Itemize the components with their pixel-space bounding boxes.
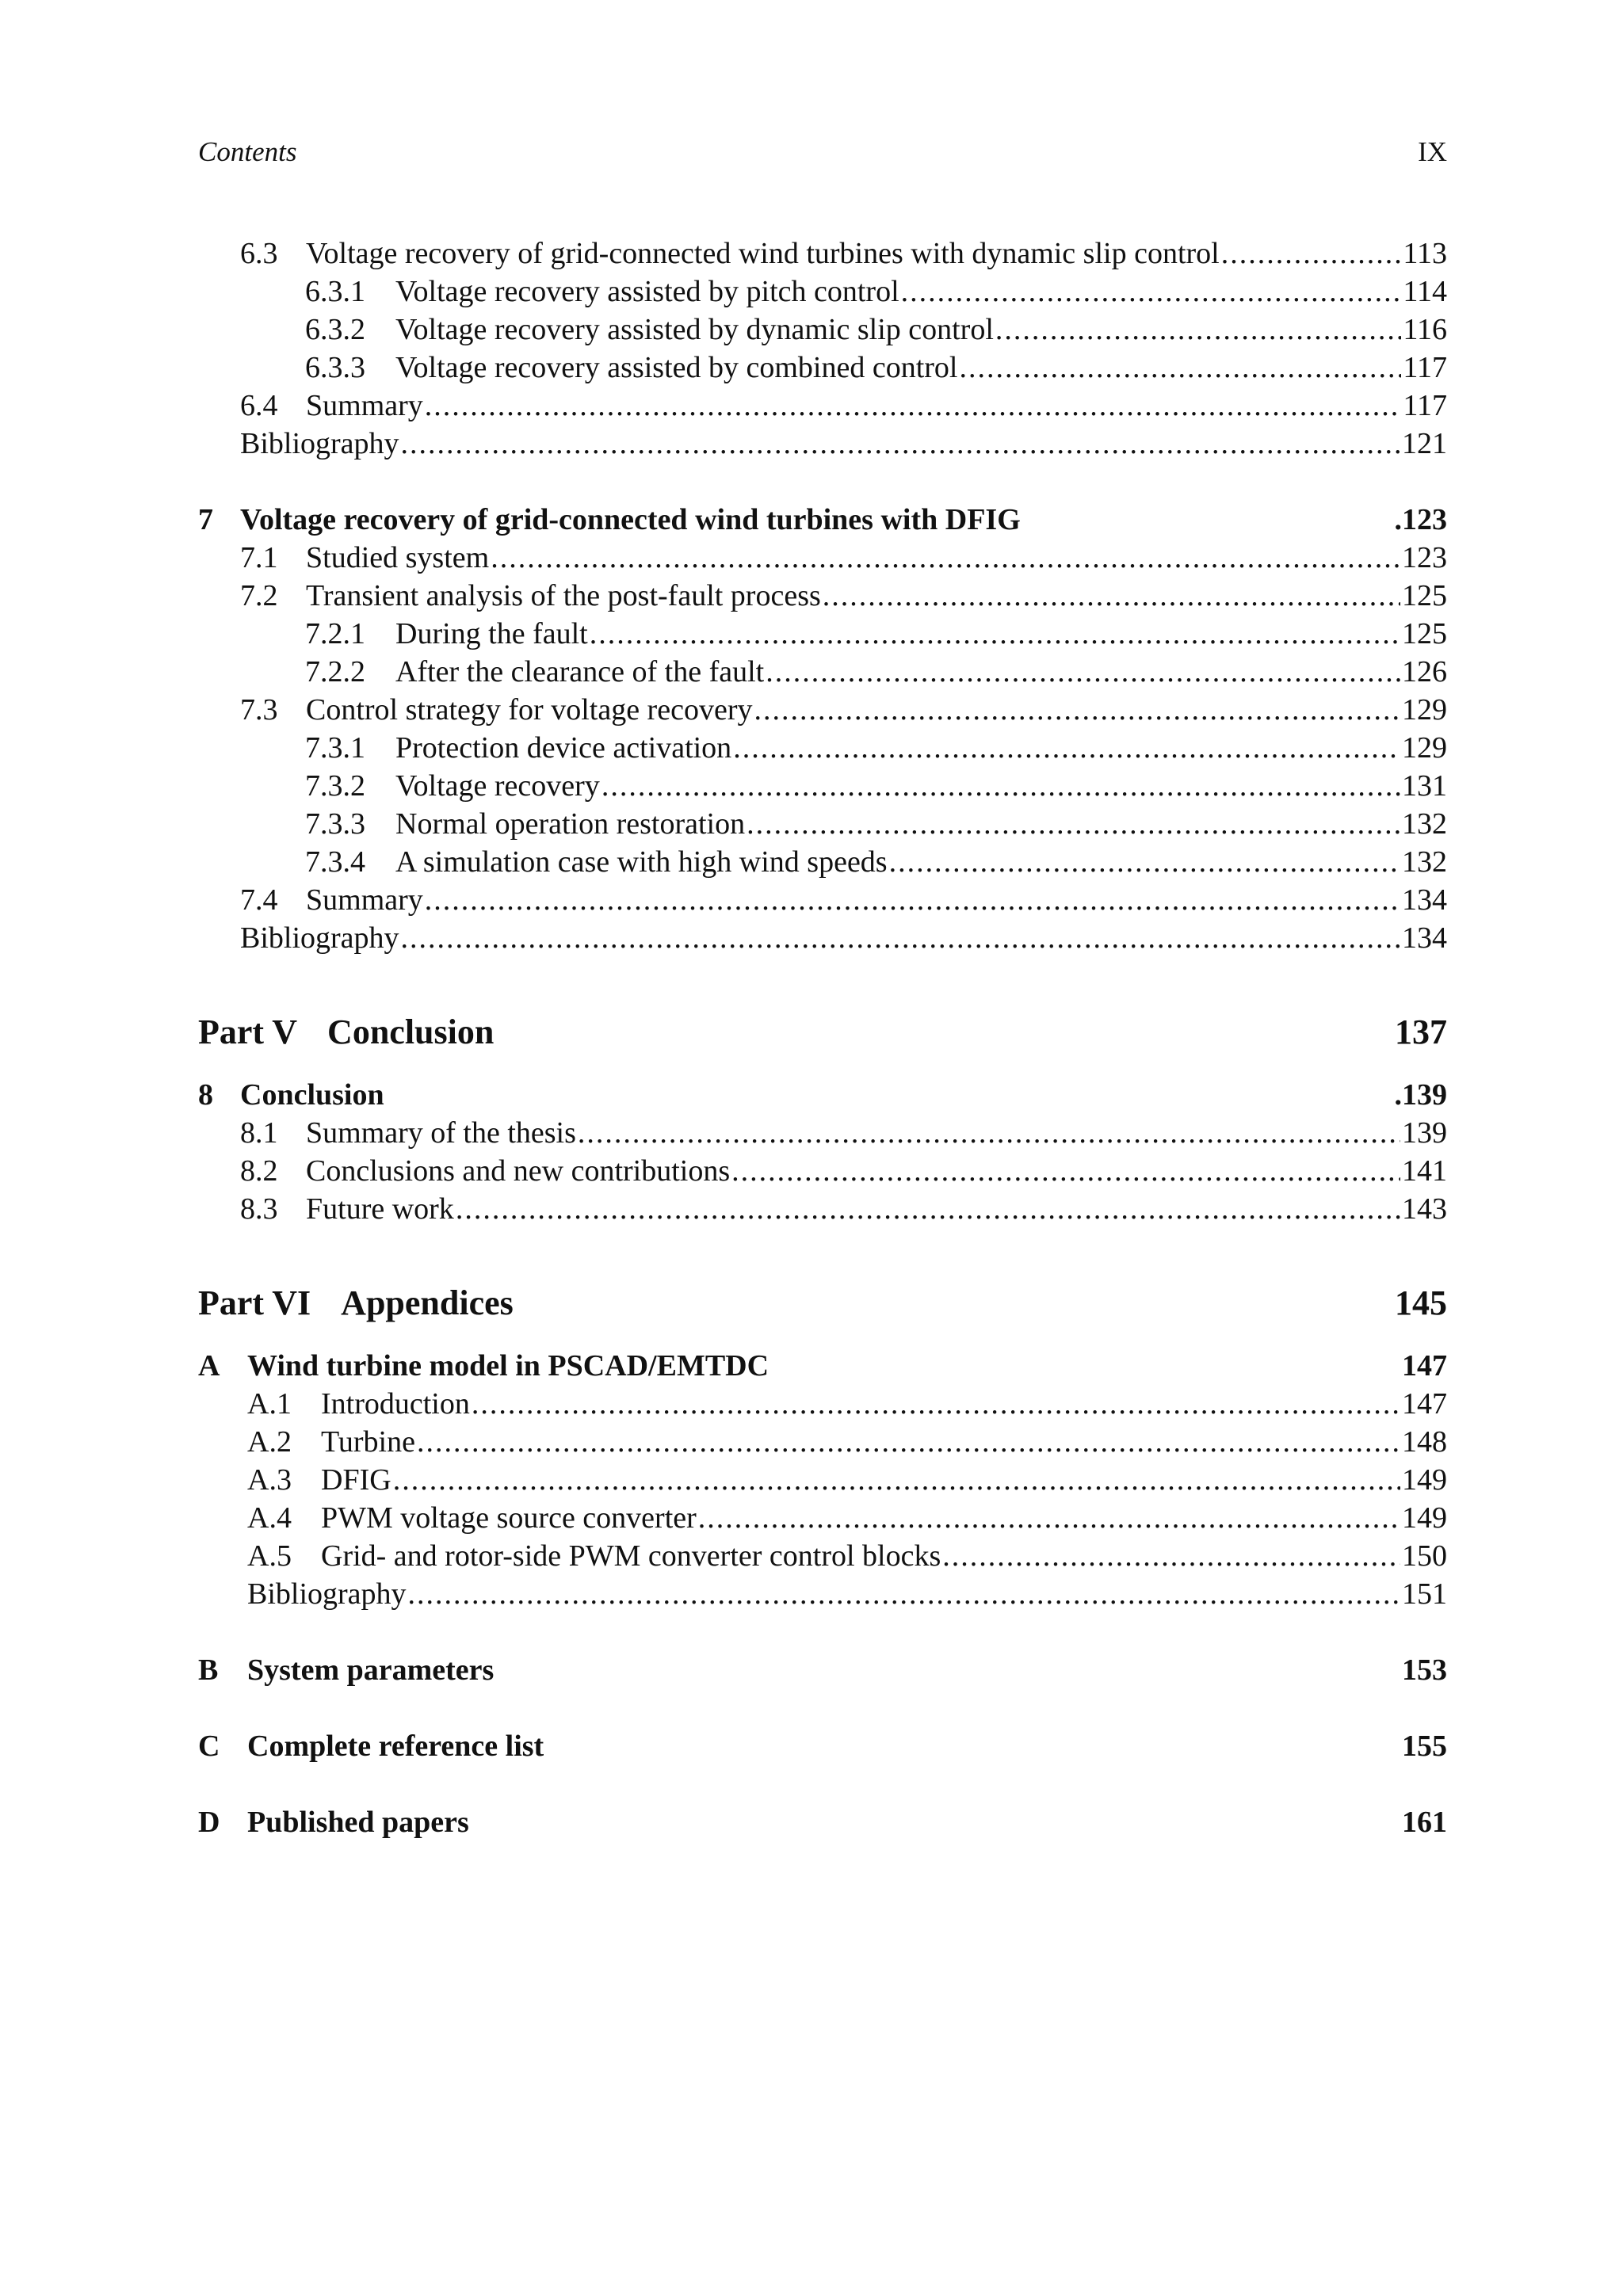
toc-title: Voltage recovery assisted by combined control	[395, 351, 958, 384]
toc-page-number: 149	[1402, 1501, 1447, 1535]
toc-entry-8-2[interactable]	[198, 1152, 1447, 1190]
toc-number: 7.4	[240, 883, 278, 917]
toc-leader-dots	[733, 729, 1400, 767]
toc-page-number: 117	[1403, 389, 1447, 422]
toc-leader-dots	[823, 577, 1400, 615]
toc-number: A.1	[247, 1387, 292, 1421]
toc-page-number: .139	[1394, 1078, 1447, 1112]
toc-leader-dots	[601, 767, 1400, 805]
toc-page-number: 137	[1395, 1013, 1447, 1051]
toc-entry-a-5[interactable]	[198, 1537, 1447, 1575]
toc-entry-6-3-3[interactable]	[198, 349, 1447, 387]
toc-number: A.3	[247, 1463, 292, 1497]
toc-page-number: 149	[1402, 1463, 1447, 1497]
toc-title: Introduction	[321, 1387, 470, 1421]
toc-page-number: 134	[1402, 921, 1447, 955]
toc-number: 6.3.1	[305, 275, 365, 308]
toc-page-number: 147	[1402, 1349, 1447, 1383]
toc-page-number: 147	[1402, 1387, 1447, 1421]
toc-leader-dots	[425, 881, 1400, 919]
toc-leader-dots	[408, 1575, 1400, 1613]
toc-number: 6.3	[240, 237, 278, 270]
toc-leader-dots	[590, 615, 1400, 653]
toc-leader-dots	[889, 843, 1400, 881]
toc-title: Summary of the thesis	[306, 1116, 576, 1150]
toc-chapter-number: A	[198, 1349, 220, 1383]
toc-page-number: 129	[1402, 693, 1447, 727]
toc-title: Studied system	[306, 541, 490, 574]
toc-entry-7-3-2[interactable]	[198, 767, 1447, 805]
toc-part-number: Part V	[198, 1013, 298, 1051]
toc-title: Voltage recovery	[395, 769, 600, 803]
toc-leader-dots	[698, 1499, 1400, 1537]
toc-chapter-number: C	[198, 1730, 220, 1763]
toc-entry-bibliography-6[interactable]	[198, 425, 1447, 463]
toc-leader-dots	[747, 805, 1400, 843]
toc-part-title: Conclusion	[327, 1013, 495, 1051]
toc-number: 8.3	[240, 1192, 278, 1226]
toc-entry-a-3[interactable]	[198, 1461, 1447, 1499]
toc-leader-dots	[995, 311, 1402, 349]
toc-number: 7.3.1	[305, 731, 365, 765]
page-number-roman: IX	[1418, 136, 1447, 167]
toc-title: Bibliography	[247, 1577, 407, 1611]
toc-title: Normal operation restoration	[395, 807, 746, 841]
toc-page-number: 113	[1403, 237, 1447, 270]
toc-title: PWM voltage source converter	[321, 1501, 697, 1535]
toc-page-number: 117	[1403, 351, 1447, 384]
toc-entry-6-4[interactable]	[198, 387, 1447, 425]
toc-title: During the fault	[395, 617, 588, 650]
toc-part-title: Appendices	[341, 1283, 514, 1322]
toc-page-number: .123	[1394, 503, 1447, 536]
toc-title: Control strategy for voltage recovery	[306, 693, 753, 727]
toc-chapter-title: Voltage recovery of grid-connected wind turbines with DFIG	[240, 503, 1021, 536]
toc-number: 7.1	[240, 541, 278, 574]
toc-page-number: 153	[1402, 1653, 1447, 1687]
toc-chapter-number: B	[198, 1653, 219, 1687]
toc-leader-dots	[491, 539, 1400, 577]
toc-page-number: 143	[1402, 1192, 1447, 1226]
toc-entry-a-1[interactable]	[198, 1385, 1447, 1423]
toc-page-number: 114	[1403, 275, 1447, 308]
toc-title: Summary	[306, 389, 423, 422]
toc-page-number: 145	[1395, 1283, 1447, 1322]
toc-page-number: 139	[1402, 1116, 1447, 1150]
toc-chapter-title: Published papers	[247, 1806, 469, 1839]
toc-page-number: 141	[1402, 1154, 1447, 1188]
toc-page-number: 126	[1402, 655, 1447, 688]
toc-chapter-number: 7	[198, 503, 213, 536]
toc-number: A.4	[247, 1501, 292, 1535]
toc-page-number: 161	[1402, 1806, 1447, 1839]
toc-appendix-d[interactable]	[198, 1803, 1447, 1841]
toc-part-number: Part VI	[198, 1283, 311, 1322]
toc-part-6[interactable]	[198, 1276, 1447, 1331]
toc-entry-a-4[interactable]	[198, 1499, 1447, 1537]
toc-title: Transient analysis of the post-fault process	[306, 579, 821, 612]
toc-leader-dots	[754, 691, 1400, 729]
toc-leader-dots	[472, 1385, 1400, 1423]
toc-leader-dots	[1221, 235, 1402, 273]
toc-page-number: 125	[1402, 579, 1447, 612]
toc-title: Protection device activation	[395, 731, 732, 765]
toc-leader-dots	[578, 1114, 1400, 1152]
toc-chapter-7[interactable]	[198, 501, 1447, 539]
toc-number: 6.3.2	[305, 313, 365, 346]
toc-title: Voltage recovery assisted by pitch control	[395, 275, 899, 308]
toc-number: 6.3.3	[305, 351, 365, 384]
toc-entry-7-3-4[interactable]	[198, 843, 1447, 881]
toc-chapter-number: 8	[198, 1078, 213, 1112]
toc-title: Summary	[306, 883, 423, 917]
toc-page-number: 121	[1402, 427, 1447, 460]
toc-title: DFIG	[321, 1463, 391, 1497]
toc-number: A.5	[247, 1539, 292, 1573]
toc-number: 8.2	[240, 1154, 278, 1188]
toc-entry-7-3[interactable]	[198, 691, 1447, 729]
toc-entry-bibliography-a[interactable]	[198, 1575, 1447, 1613]
toc-leader-dots	[393, 1461, 1400, 1499]
toc-chapter-title: Complete reference list	[247, 1730, 544, 1763]
toc-page-number: 116	[1403, 313, 1447, 346]
toc-title: Grid- and rotor-side PWM converter control blocks	[321, 1539, 941, 1573]
toc-leader-dots	[766, 653, 1400, 691]
toc-entry-bibliography-7[interactable]	[198, 919, 1447, 957]
toc-leader-dots	[425, 387, 1402, 425]
toc-leader-dots	[960, 349, 1402, 387]
toc-number: 7.2.2	[305, 655, 365, 688]
toc-entry-7-2-2[interactable]	[198, 653, 1447, 691]
toc-title: Voltage recovery assisted by dynamic slip control	[395, 313, 994, 346]
toc-page-number: 155	[1402, 1730, 1447, 1763]
toc-entry-7-2-1[interactable]	[198, 615, 1447, 653]
toc-leader-dots	[942, 1537, 1400, 1575]
toc-page-number: 148	[1402, 1425, 1447, 1459]
toc-appendix-c[interactable]	[198, 1727, 1447, 1765]
toc-entry-a-2[interactable]	[198, 1423, 1447, 1461]
toc-entry-7-3-3[interactable]	[198, 805, 1447, 843]
toc-entry-8-3[interactable]	[198, 1190, 1447, 1228]
toc-entry-6-3-1[interactable]	[198, 273, 1447, 311]
toc-page-number: 151	[1402, 1577, 1447, 1611]
toc-number: 6.4	[240, 389, 278, 422]
toc-appendix-a[interactable]	[198, 1347, 1447, 1385]
toc-title: Future work	[306, 1192, 454, 1226]
toc-page-number: 123	[1402, 541, 1447, 574]
toc-chapter-8[interactable]	[198, 1076, 1447, 1114]
toc-entry-6-3[interactable]	[198, 235, 1447, 273]
running-header	[198, 133, 1447, 171]
toc-title: Turbine	[321, 1425, 415, 1459]
toc-leader-dots	[731, 1152, 1400, 1190]
toc-number: A.2	[247, 1425, 292, 1459]
toc-title: Bibliography	[240, 427, 399, 460]
table-of-contents	[198, 235, 1447, 1841]
running-header-title: Contents	[198, 136, 297, 167]
toc-entry-7-4[interactable]	[198, 881, 1447, 919]
toc-chapter-title: System parameters	[247, 1653, 495, 1687]
toc-leader-dots	[401, 919, 1400, 957]
toc-page-number: 129	[1402, 731, 1447, 765]
toc-title: Voltage recovery of grid-connected wind turbines with dynamic slip control	[306, 237, 1220, 270]
toc-leader-dots	[401, 425, 1400, 463]
toc-number: 7.3.3	[305, 807, 365, 841]
toc-number: 8.1	[240, 1116, 278, 1150]
toc-page-number: 131	[1402, 769, 1447, 803]
toc-page-number: 134	[1402, 883, 1447, 917]
toc-number: 7.3.4	[305, 845, 365, 879]
toc-part-5[interactable]	[198, 1005, 1447, 1060]
toc-entry-7-1[interactable]	[198, 539, 1447, 577]
toc-entry-6-3-2[interactable]	[198, 311, 1447, 349]
toc-appendix-b[interactable]	[198, 1651, 1447, 1689]
toc-number: 7.2.1	[305, 617, 365, 650]
toc-title: A simulation case with high wind speeds	[395, 845, 888, 879]
toc-page-number: 150	[1402, 1539, 1447, 1573]
toc-number: 7.3.2	[305, 769, 365, 803]
toc-page-number: 132	[1402, 845, 1447, 879]
toc-page-number: 125	[1402, 617, 1447, 650]
toc-leader-dots	[901, 273, 1402, 311]
toc-leader-dots	[417, 1423, 1400, 1461]
toc-chapter-title: Wind turbine model in PSCAD/EMTDC	[247, 1349, 769, 1383]
toc-chapter-title: Conclusion	[240, 1078, 384, 1112]
toc-entry-7-3-1[interactable]	[198, 729, 1447, 767]
toc-number: 7.2	[240, 579, 278, 612]
toc-title: After the clearance of the fault	[395, 655, 765, 688]
toc-number: 7.3	[240, 693, 278, 727]
toc-chapter-number: D	[198, 1806, 220, 1839]
toc-leader-dots	[456, 1190, 1400, 1228]
toc-entry-7-2[interactable]	[198, 577, 1447, 615]
toc-title: Conclusions and new contributions	[306, 1154, 731, 1188]
toc-title: Bibliography	[240, 921, 399, 955]
toc-entry-8-1[interactable]	[198, 1114, 1447, 1152]
toc-page-number: 132	[1402, 807, 1447, 841]
